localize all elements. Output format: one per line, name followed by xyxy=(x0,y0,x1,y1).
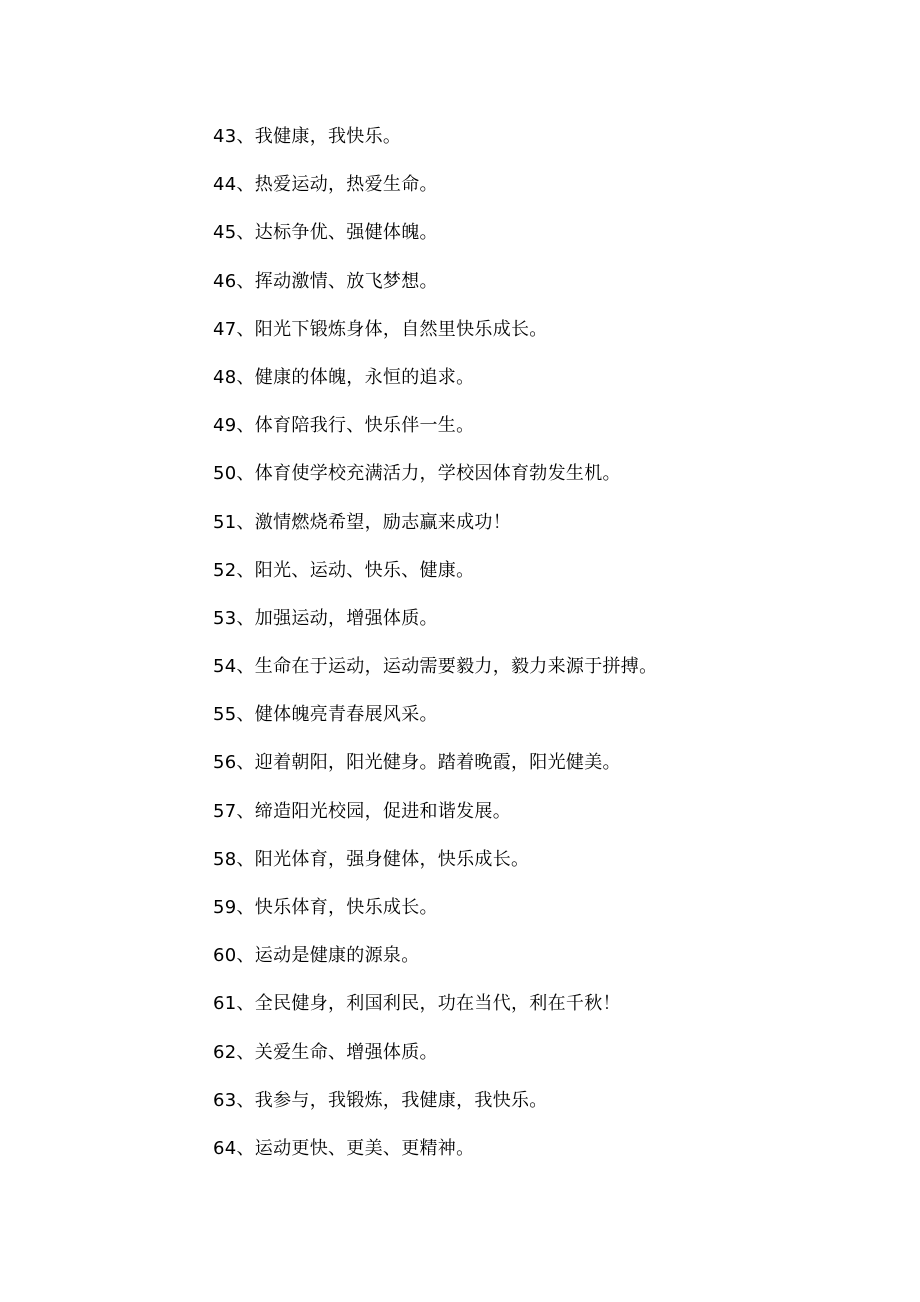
list-item: 54、生命在于运动，运动需要毅力，毅力来源于拼搏。 xyxy=(213,656,658,678)
list-item: 48、健康的体魄，永恒的追求。 xyxy=(213,366,475,388)
list-item: 63、我参与，我锻炼，我健康，我快乐。 xyxy=(213,1089,548,1111)
list-item: 52、阳光、运动、快乐、健康。 xyxy=(213,559,475,581)
list-item: 60、运动是健康的源泉。 xyxy=(213,945,420,967)
list-item: 58、阳光体育，强身健体，快乐成长。 xyxy=(213,848,530,870)
slogan-list xyxy=(213,122,893,1182)
list-item: 53、加强运动，增强体质。 xyxy=(213,607,438,629)
list-item: 45、达标争优、强健体魄。 xyxy=(213,222,438,244)
list-item: 47、阳光下锻炼身体，自然里快乐成长。 xyxy=(213,318,548,340)
list-item: 59、快乐体育，快乐成长。 xyxy=(213,897,438,918)
list-item: 51、激情燃烧希望，励志赢来成功！ xyxy=(213,511,512,533)
list-item: 62、关爱生命、增强体质。 xyxy=(213,1041,438,1063)
list-item: 50、体育使学校充满活力，学校因体育勃发生机。 xyxy=(213,463,621,485)
list-item: 49、体育陪我行、快乐伴一生。 xyxy=(213,415,475,437)
list-item: 46、挥动激情、放飞梦想。 xyxy=(213,270,438,292)
list-item: 56、迎着朝阳，阳光健身。踏着晚霞，阳光健美。 xyxy=(213,752,621,774)
list-item: 43、我健康，我快乐。 xyxy=(213,126,402,147)
list-item: 55、健体魄亮青春展风采。 xyxy=(213,704,438,726)
list-item: 44、热爱运动，热爱生命。 xyxy=(213,174,438,196)
list-item: 64、运动更快、更美、更精神。 xyxy=(213,1137,475,1159)
list-item: 57、缔造阳光校园，促进和谐发展。 xyxy=(213,800,512,822)
list-item: 61、全民健身，利国利民，功在当代，利在千秋！ xyxy=(213,993,621,1015)
